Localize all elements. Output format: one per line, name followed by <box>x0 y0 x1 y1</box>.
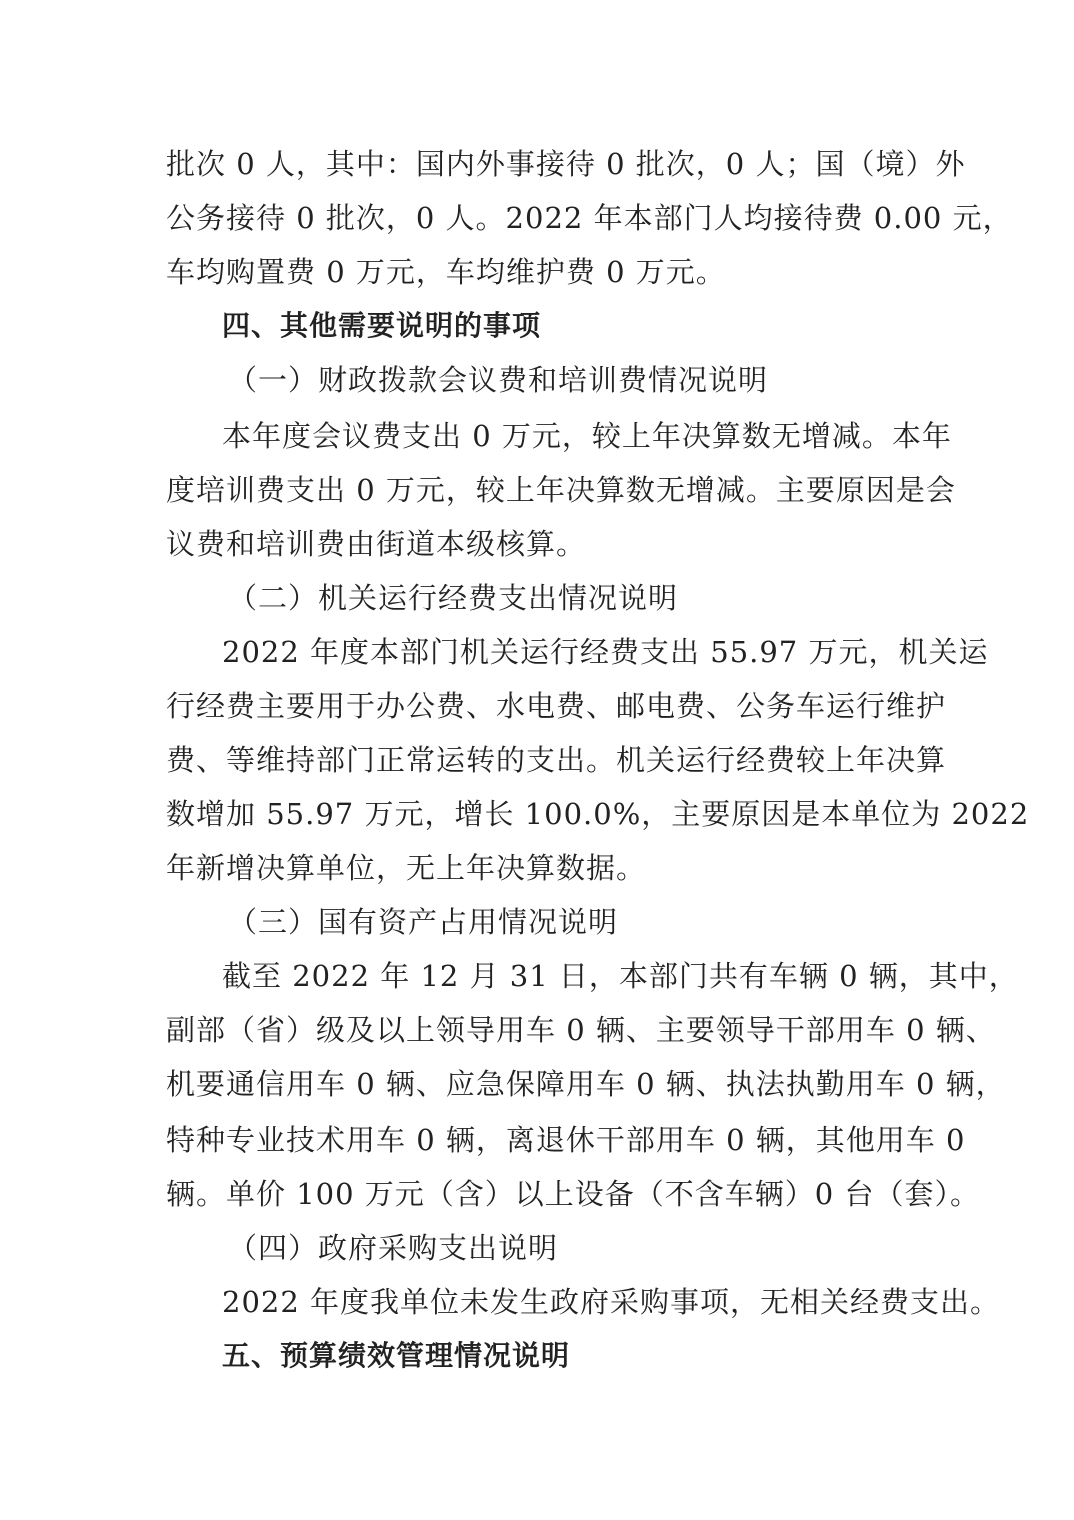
subsection-title-meeting-training: （一）财政拨款会议费和培训费情况说明 <box>228 363 769 397</box>
subsection-title-procurement: （四）政府采购支出说明 <box>228 1231 559 1265</box>
subsection-title-state-assets: （三）国有资产占用情况说明 <box>228 905 619 939</box>
state-assets-line-4: 特种专业技术用车 0 辆，离退休干部用车 0 辆，其他用车 0 <box>166 1123 966 1157</box>
procurement-line-1: 2022 年度我单位未发生政府采购事项，无相关经费支出。 <box>222 1285 1001 1319</box>
meeting-training-line-2: 度培训费支出 0 万元，较上年决算数无增减。主要原因是会 <box>166 473 956 507</box>
intro-line-1: 批次 0 人，其中：国内外事接待 0 批次，0 人；国（境）外 <box>166 147 966 181</box>
meeting-training-line-3: 议费和培训费由街道本级核算。 <box>166 527 587 561</box>
operating-expenses-line-2: 行经费主要用于办公费、水电费、邮电费、公务车运行维护 <box>166 689 947 723</box>
section-heading-budget-performance: 五、预算绩效管理情况说明 <box>222 1339 571 1372</box>
state-assets-line-1: 截至 2022 年 12 月 31 日，本部门共有车辆 0 辆，其中， <box>222 959 1019 993</box>
intro-line-3: 车均购置费 0 万元，车均维护费 0 万元。 <box>166 255 726 289</box>
operating-expenses-line-5: 年新增决算单位，无上年决算数据。 <box>166 851 647 885</box>
operating-expenses-line-4: 数增加 55.97 万元，增长 100.0%，主要原因是本单位为 2022 <box>166 797 1030 831</box>
section-heading-other-matters: 四、其他需要说明的事项 <box>222 309 542 342</box>
operating-expenses-line-1: 2022 年度本部门机关运行经费支出 55.97 万元，机关运 <box>222 635 989 669</box>
state-assets-line-5: 辆。单价 100 万元（含）以上设备（不含车辆）0 台（套）。 <box>166 1177 980 1211</box>
state-assets-line-3: 机要通信用车 0 辆、应急保障用车 0 辆、执法执勤用车 0 辆， <box>166 1067 1006 1101</box>
meeting-training-line-1: 本年度会议费支出 0 万元，较上年决算数无增减。本年 <box>222 419 952 453</box>
subsection-title-operating-expenses: （二）机关运行经费支出情况说明 <box>228 581 679 615</box>
state-assets-line-2: 副部（省）级及以上领导用车 0 辆、主要领导干部用车 0 辆、 <box>166 1013 996 1047</box>
operating-expenses-line-3: 费、等维持部门正常运转的支出。机关运行经费较上年决算 <box>166 743 947 777</box>
intro-line-2: 公务接待 0 批次，0 人。2022 年本部门人均接待费 0.00 元， <box>166 201 1013 235</box>
